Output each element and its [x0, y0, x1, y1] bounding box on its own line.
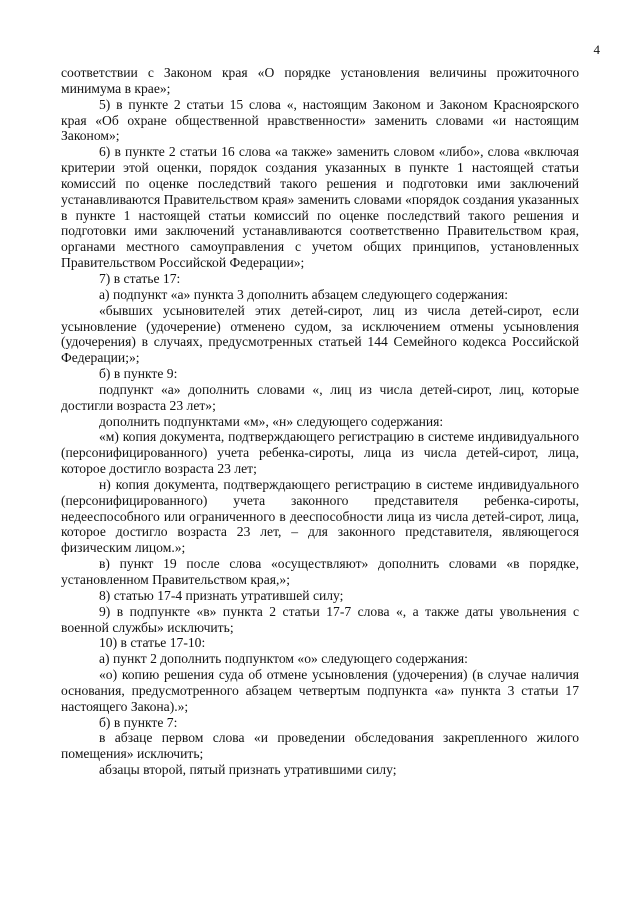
paragraph: н) копия документа, подтверждающего регистрацию в системе индивидуального (персонифицированного) учета законного представителя ребенка-сироты, недееспособного или ограниченного в дееспособности лица из числа детей-сирот, лица, которое достигло возраста 23 лет, – для законного представителя, являющегося физическим лицом.»;: [61, 476, 579, 556]
paragraph: подпункт «а» дополнить словами «, лиц из числа детей-сирот, лиц, которые достигли возраста 23 лет»;: [61, 381, 579, 413]
paragraph: дополнить подпунктами «м», «н» следующего содержания:: [99, 413, 444, 429]
paragraph: 9) в подпункте «в» пункта 2 статьи 17-7 слова «, а также даты увольнения с военной службы» исключить;: [61, 603, 579, 635]
paragraph: 7) в статье 17:: [99, 270, 181, 286]
paragraph: 5) в пункте 2 статьи 15 слова «, настоящим Законом и Законом Красноярского края «Об охране общественной нравственности» заменить словами «и настоящим Законом»;: [61, 96, 579, 144]
paragraph: б) в пункте 7:: [99, 714, 178, 730]
paragraph: а) подпункт «а» пункта 3 дополнить абзацем следующего содержания:: [99, 286, 508, 302]
paragraph: «о) копию решения суда об отмене усыновления (удочерения) (в случае наличия основания, предусмотренного абзацем четвертым подпункта «а» пункта 3 статьи 17 настоящего Закона).»;: [61, 667, 579, 714]
paragraph: б) в пункте 9:: [99, 366, 178, 382]
paragraph: 6) в пункте 2 статьи 16 слова «а также» заменить словом «либо», слова «включая критерии этой оценки, порядок создания указанных в пункте 1 настоящей статьи комиссий по оценке последствий такого решения и подготовки ими заключений устанавливаются Правительством края» заменить словами «порядок создания указанных в пункте 1 настоящей статьи комиссий по оценке последствий такого решения и подготовки ими заключений устанавливаются соответственно Правительством края, органами местного самоуправления с учетом общих принципов, установленных Правительством Российской Федерации»;: [61, 144, 579, 271]
paragraph: «м) копия документа, подтверждающего регистрацию в системе индивидуального (персонифицированного) учета ребенка-сироты, лица из числа детей-сирот, лица, которое достигло возраста 23 лет;: [61, 429, 579, 477]
document-body: [61, 65, 579, 778]
paragraph: 10) в статье 17-10:: [99, 635, 206, 651]
paragraph: соответствии с Законом края «О порядке установления величины прожиточного минимума в крае»;: [61, 65, 579, 96]
paragraph: 8) статью 17-4 признать утратившей силу;: [99, 587, 344, 603]
page-number: 4: [593, 42, 600, 57]
paragraph: «бывших усыновителей этих детей-сирот, лиц из числа детей-сирот, если усыновление (удочерение) отменено судом, за исключением отмены усыновления (удочерения) в случаях, предусмотренных статьей 144 Семейного кодекса Российской Федерации;»;: [61, 302, 579, 366]
paragraph: в абзаце первом слова «и проведении обследования закрепленного жилого помещения» исключить;: [61, 730, 579, 762]
paragraph: абзацы второй, пятый признать утратившими силу;: [99, 762, 397, 778]
paragraph: а) пункт 2 дополнить подпунктом «о» следующего содержания:: [99, 651, 468, 667]
paragraph: в) пункт 19 после слова «осуществляют» дополнить словами «в порядке, установленном Правительством края,»;: [61, 556, 579, 587]
